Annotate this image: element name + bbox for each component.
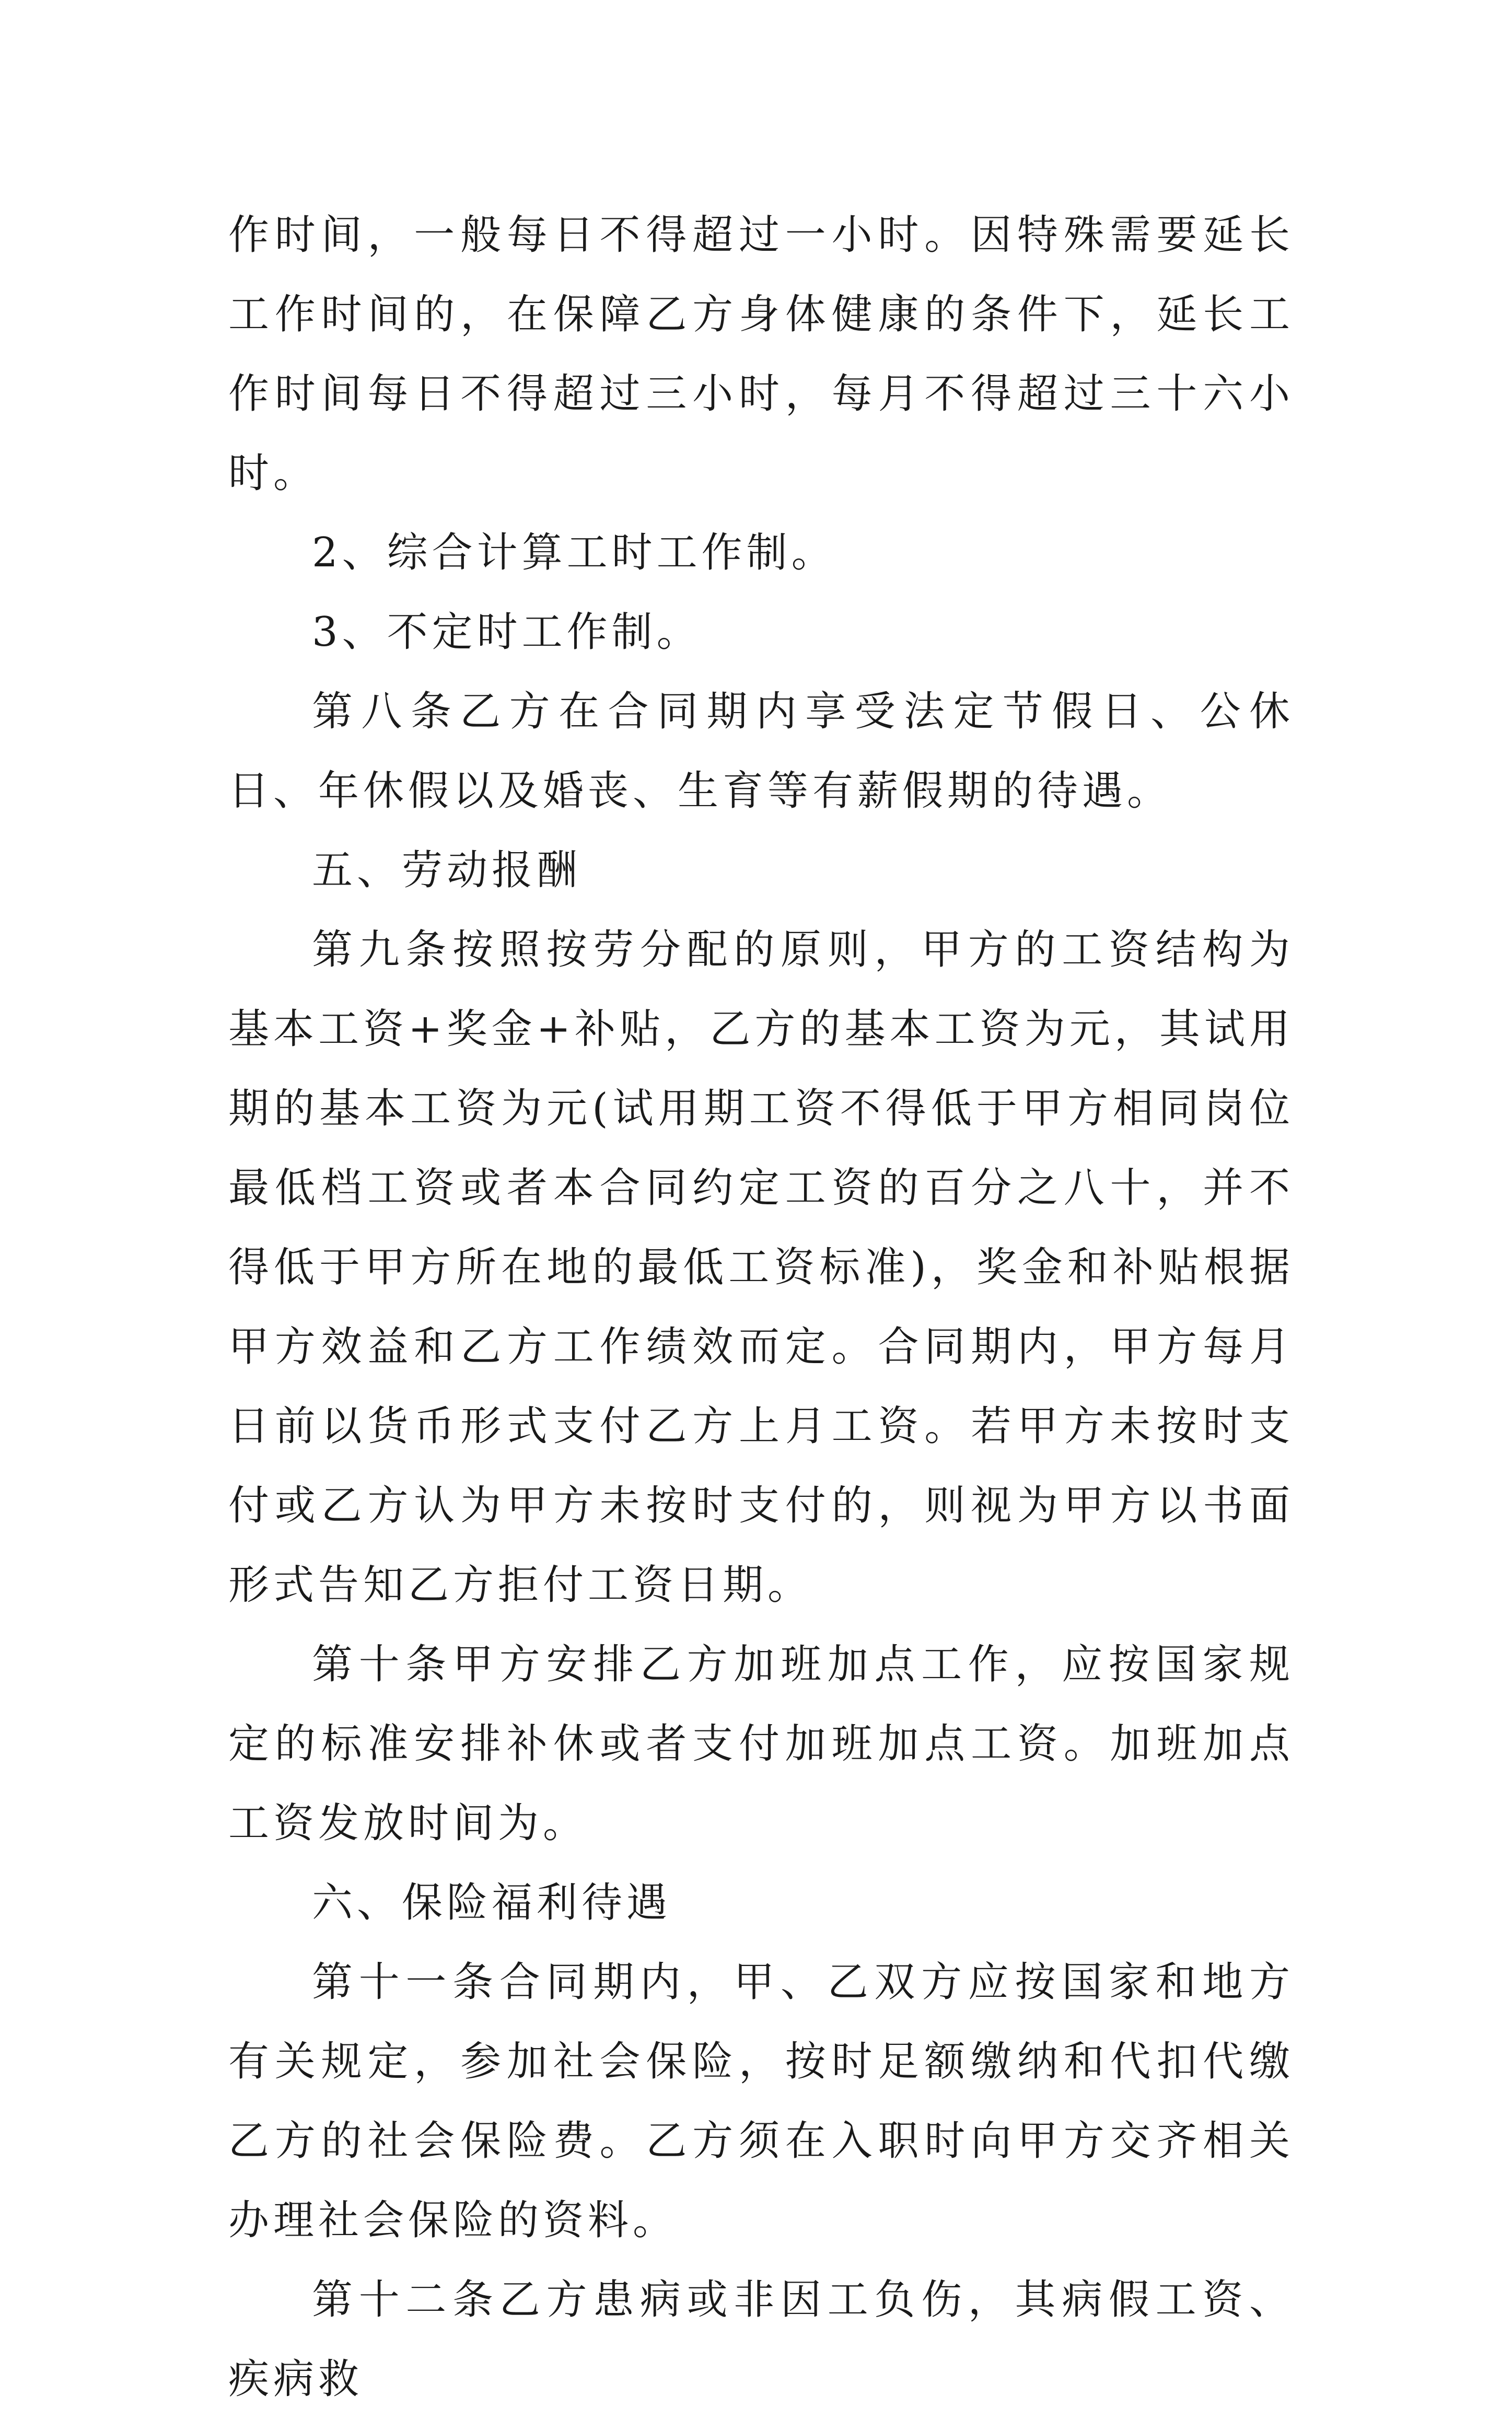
paragraph-article-12: 第十二条乙方患病或非因工负伤，其病假工资、疾病救 (228, 2276, 1294, 2403)
paragraph-item-3: 3、不定时工作制。 (312, 609, 702, 656)
section-heading-labor-remuneration: 五、劳动报酬 (312, 847, 582, 894)
paragraph-article-11: 第十一条合同期内，甲、乙双方应按国家和地方有关规定，参加社会保险，按时足额缴纳和代扣代缴乙方的社会保险费。乙方须在入职时向甲方交齐相关办理社会保险的资料。 (228, 1959, 1294, 2244)
paragraph-article-10: 第十条甲方安排乙方加班加点工作，应按国家规定的标准安排补休或者支付加班加点工资。加班加点工资发放时间为。 (228, 1641, 1294, 1847)
paragraph-continued-work-hours: 作时间，一般每日不得超过一小时。因特殊需要延长工作时间的，在保障乙方身体健康的条件下，延长工作时间每日不得超过三小时，每月不得超过三十六小时。 (228, 212, 1294, 497)
document-body (228, 195, 1294, 2419)
paragraph-article-8: 第八条乙方在合同期内享受法定节假日、公休日、年休假以及婚丧、生育等有薪假期的待遇。 (228, 688, 1294, 815)
paragraph-item-2: 2、综合计算工时工作制。 (312, 529, 836, 576)
paragraph-article-9: 第九条按照按劳分配的原则，甲方的工资结构为基本工资+奖金+补贴，乙方的基本工资为元，其试用期的基本工资为元(试用期工资不得低于甲方相同岗位最低档工资或者本合同约定工资的百分之八十，并不得低于甲方所在地的最低工资标准)，奖金和补贴根据甲方效益和乙方工作绩效而定。合同期内，甲方每月日前以货币形式支付乙方上月工资。若甲方未按时支付或乙方认为甲方未按时支付的，则视为甲方以书面形式告知乙方拒付工资日期。 (228, 926, 1294, 1609)
section-heading-insurance-welfare: 六、保险福利待遇 (312, 1879, 672, 1926)
